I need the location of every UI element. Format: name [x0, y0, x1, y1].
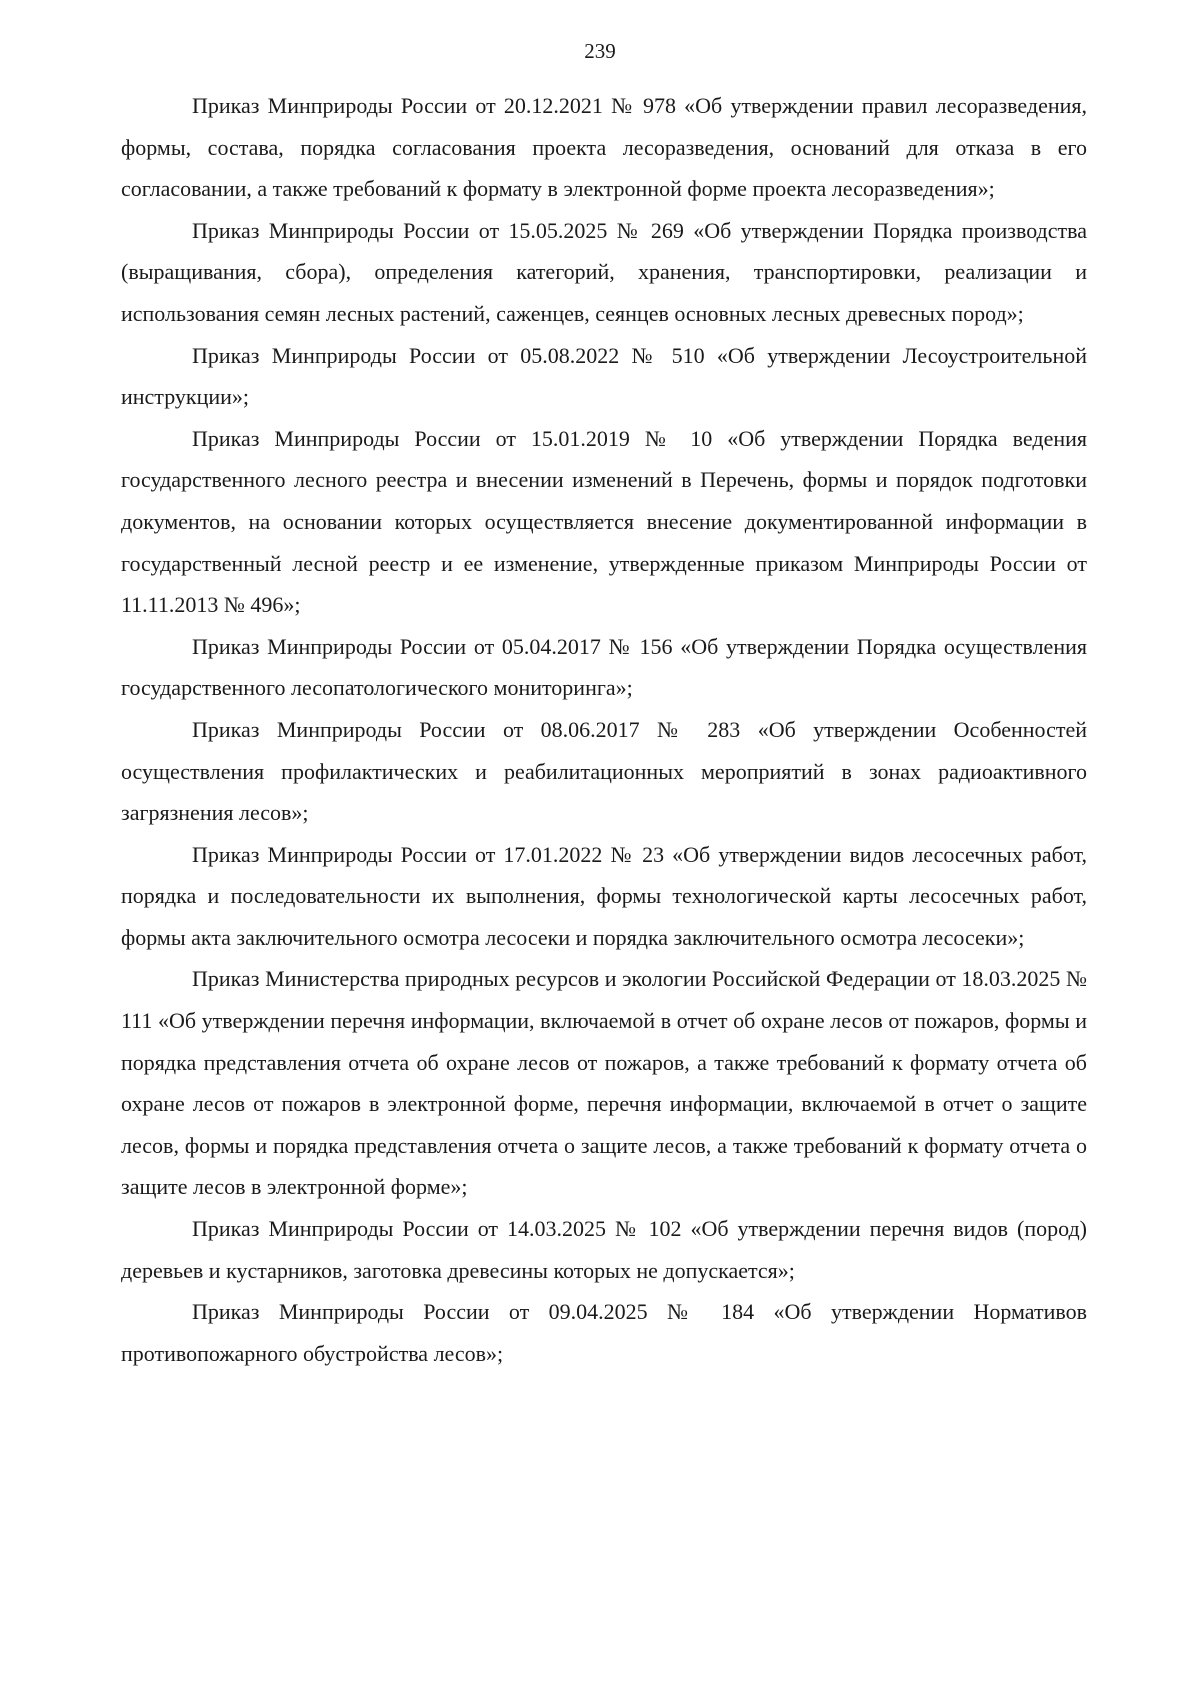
- paragraph-order-269: Приказ Минприроды России от 15.05.2025 № 269 «Об утверждении Порядка производства (выращивания, сбора), определения категорий, хранения, транспортировки, реализации и использования семян лесных растений, саженцев, сеянцев основных лесных древесных пород»;: [121, 217, 1087, 326]
- paragraph-order-156: Приказ Минприроды России от 05.04.2017 № 156 «Об утверждении Порядка осуществления государственного лесопатологического мониторинга»;: [121, 633, 1087, 701]
- paragraph-order-102: Приказ Минприроды России от 14.03.2025 № 102 «Об утверждении перечня видов (пород) деревьев и кустарников, заготовка древесины которых не допускается»;: [121, 1216, 1087, 1283]
- paragraph-order-283: Приказ Минприроды России от 08.06.2017 № 283 «Об утверждении Особенностей осуществления профилактических и реабилитационных мероприятий в зонах радиоактивного загрязнения лесов»;: [121, 716, 1087, 826]
- paragraph-order-111: Приказ Министерства природных ресурсов и экологии Российской Федерации от 18.03.2025 № 111 «Об утверждении перечня информации, включаемой в отчет об охране лесов от пожаров, формы и порядка представления отчета об охране лесов от пожаров, а также требований к формату отчета об охране лесов от пожаров в электронной форме, перечня информации, включаемой в отчет о защите лесов, формы и порядка представления отчета о защите лесов, а также требований к формату отчета о защите лесов в электронной форме»;: [121, 966, 1087, 1200]
- paragraph-order-184: Приказ Минприроды России от 09.04.2025 № 184 «Об утверждении Нормативов противопожарного обустройства лесов»;: [121, 1299, 1087, 1366]
- paragraph-order-10: Приказ Минприроды России от 15.01.2019 № 10 «Об утверждении Порядка ведения государственного лесного реестра и внесении изменений в Перечень, формы и порядок подготовки документов, на основании которых осуществляется внесение документированной информации в государственный лесной реестр и ее изменение, утвержденные приказом Минприроды России от 11.11.2013 № 496»;: [121, 425, 1087, 618]
- page-number: 239: [584, 39, 616, 63]
- paragraph-order-978: Приказ Минприроды России от 20.12.2021 № 978 «Об утверждении правил лесоразведения, формы, состава, порядка согласования проекта лесоразведения, оснований для отказа в его согласовании, а также требований к формату в электронной форме проекта лесоразведения»;: [121, 93, 1087, 202]
- paragraph-order-23: Приказ Минприроды России от 17.01.2022 № 23 «Об утверждении видов лесосечных работ, порядка и последовательности их выполнения, формы технологической карты лесосечных работ, формы акта заключительного осмотра лесосеки и порядка заключительного осмотра лесосеки»;: [121, 841, 1087, 950]
- paragraph-order-510: Приказ Минприроды России от 05.08.2022 № 510 «Об утверждении Лесоустроительной инструкции»;: [121, 342, 1087, 410]
- document-body: [121, 85, 1087, 1374]
